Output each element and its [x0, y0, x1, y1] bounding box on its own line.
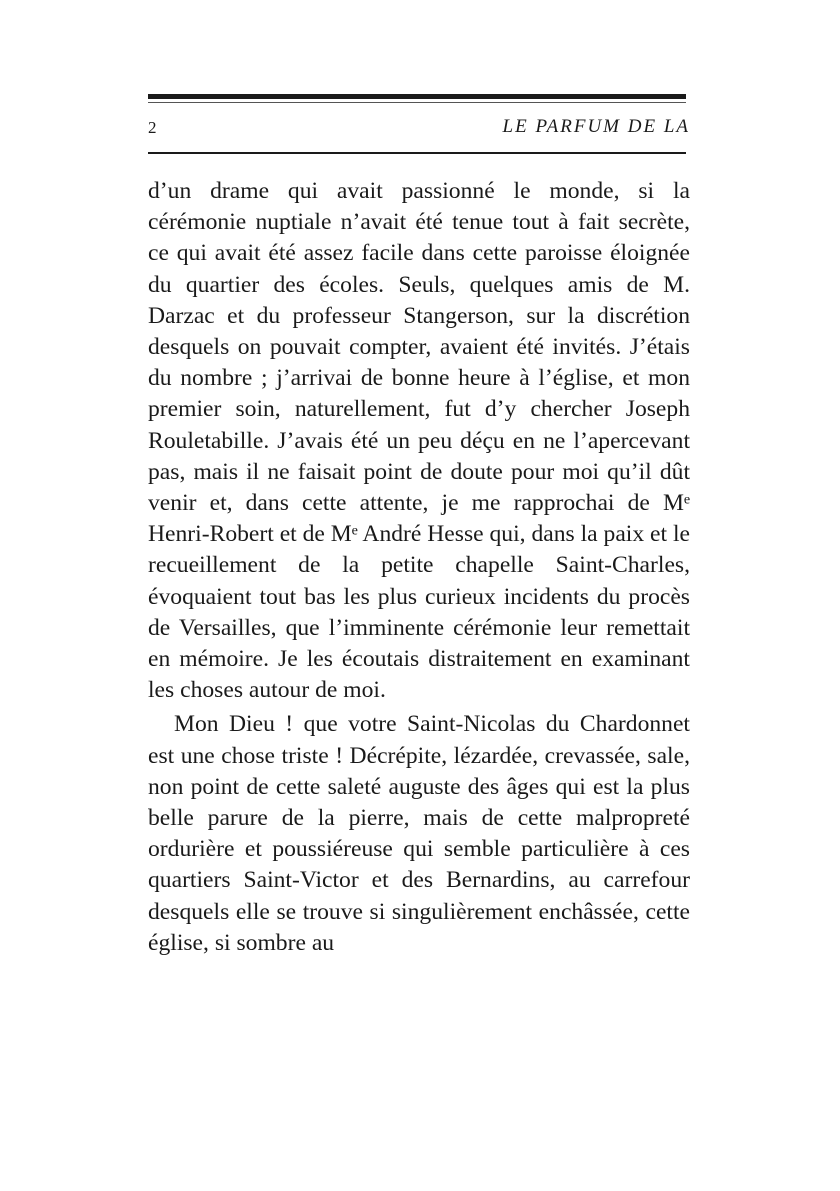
- top-rule-thick: [148, 94, 686, 99]
- paragraph-continued: d’un drame qui avait passionné le monde, si la cérémonie nuptiale n’avait été tenue tout à fait secrète, ce qui avait été assez facile dans cette paroisse éloignée du quartier des écoles. Seuls, quelques amis de M. Darzac et du professeur Stangerson, sur la discrétion desquels on pouvait compter, avaient été invités. J’étais du nombre ; j’arrivai de bonne heure à l’église, et mon premier soin, naturellement, fut d’y chercher Joseph Rouletabille. J’avais été un peu déçu en ne l’apercevant pas, mais il ne faisait point de doute pour moi qu’il dût venir et, dans cette attente, je me rapprochai de Mᵉ Henri-Robert et de Mᵉ André Hesse qui, dans la paix et le recueillement de la petite chapelle Saint-Charles, évoquaient tout bas les plus curieux incidents du procès de Versailles, que l’imminente cérémonie leur remettait en mémoire. Je les écoutais distraitement en examinant les choses autour de moi.: [148, 178, 690, 704]
- running-head: [148, 114, 690, 144]
- header-rule: [148, 152, 686, 154]
- page-number: 2: [148, 118, 157, 137]
- running-title: LE PARFUM DE LA: [502, 116, 690, 137]
- page-body: [148, 176, 690, 959]
- top-rule-thin: [148, 102, 686, 103]
- paragraph-mon-dieu: Mon Dieu ! que votre Saint-Nicolas du Chardonnet est une chose triste ! Décrépite, lézardée, crevassée, sale, non point de cette saleté auguste des âges qui est la plus belle parure de la pierre, mais de cette malpropreté ordurière et poussiéreuse qui semble particulière à ces quartiers Saint-Victor et des Bernardins, au carrefour desquels elle se trouve si singulièrement enchâssée, cette église, si sombre au: [148, 711, 690, 956]
